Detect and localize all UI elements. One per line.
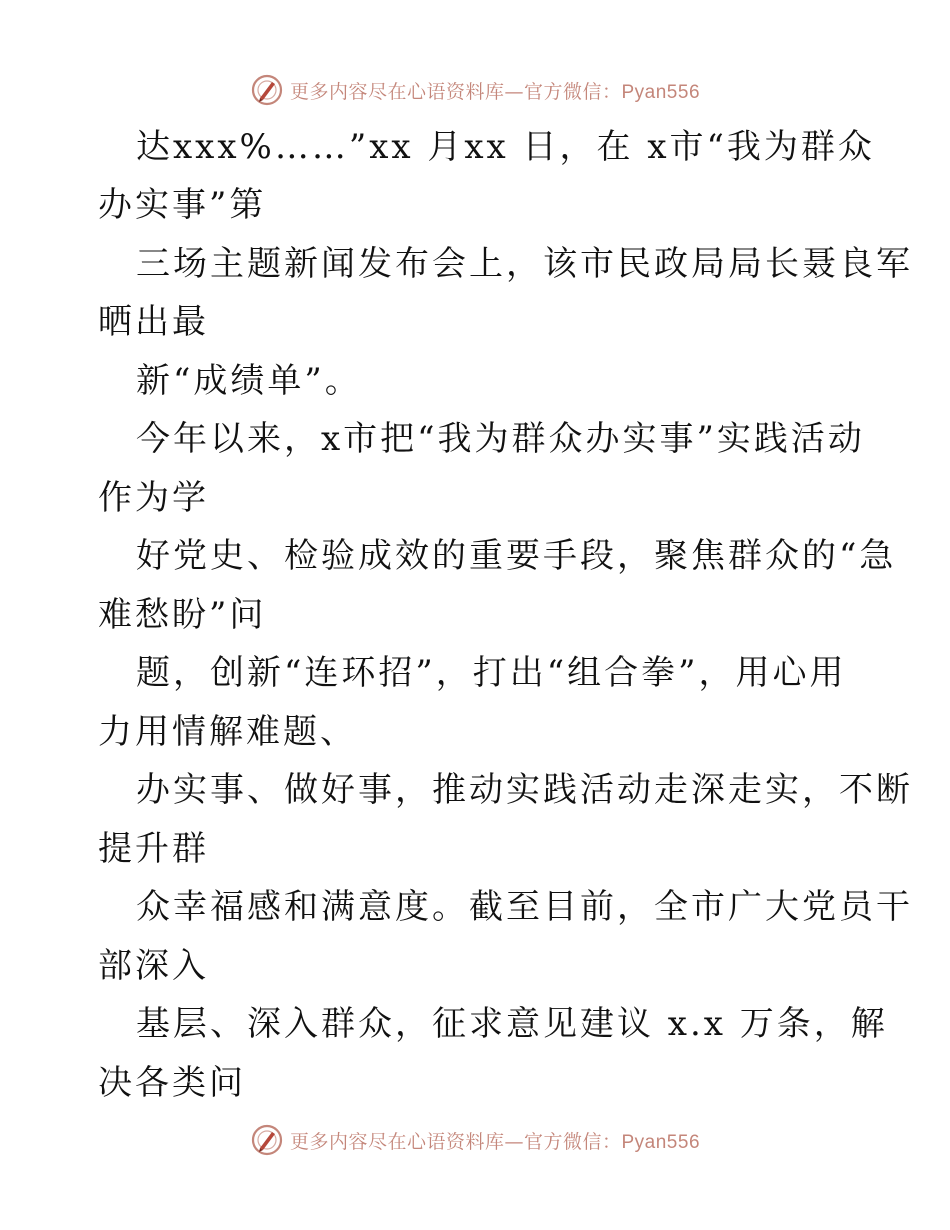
watermark-footer — [0, 1118, 950, 1162]
watermark-wechat-id: Pyan556 — [621, 1131, 701, 1153]
body-line: 办实事”第 — [98, 185, 267, 225]
body-line: 今年以来，x市把“我为群众办实事”实践活动 — [136, 419, 865, 459]
body-line: 三场主题新闻发布会上，该市民政局局长聂良军 — [136, 244, 913, 284]
pen-seal-logo-icon — [250, 73, 284, 107]
body-line: 决各类问 — [98, 1063, 246, 1103]
body-line: 作为学 — [98, 478, 209, 518]
body-line: 办实事、做好事，推动实践活动走深走实，不断 — [136, 770, 913, 810]
watermark-text: 更多内容尽在心语资料库—官方微信：Pyan556 — [289, 1130, 701, 1153]
body-line: 基层、深入群众，征求意见建议 x.x 万条，解 — [136, 1004, 888, 1044]
body-line: 新“成绩单”。 — [136, 361, 362, 401]
body-line: 题，创新“连环招”，打出“组合拳”，用心用 — [136, 653, 847, 693]
body-line: 难愁盼”问 — [98, 595, 267, 635]
watermark-header — [0, 68, 950, 112]
body-line: 部深入 — [98, 946, 209, 986]
body-line: 众幸福感和满意度。截至目前，全市广大党员干 — [136, 887, 913, 927]
watermark-wechat-id: Pyan556 — [621, 81, 701, 103]
body-line: 达xxx%……”xx 月xx 日，在 x市“我为群众 — [136, 127, 875, 167]
body-line: 晒出最 — [98, 302, 209, 342]
body-line: 力用情解难题、 — [98, 712, 357, 752]
watermark-text: 更多内容尽在心语资料库—官方微信：Pyan556 — [289, 80, 701, 103]
body-line: 好党史、检验成效的重要手段，聚焦群众的“急 — [136, 536, 897, 576]
pen-seal-logo-icon — [250, 1123, 284, 1157]
body-line: 提升群 — [98, 829, 209, 869]
